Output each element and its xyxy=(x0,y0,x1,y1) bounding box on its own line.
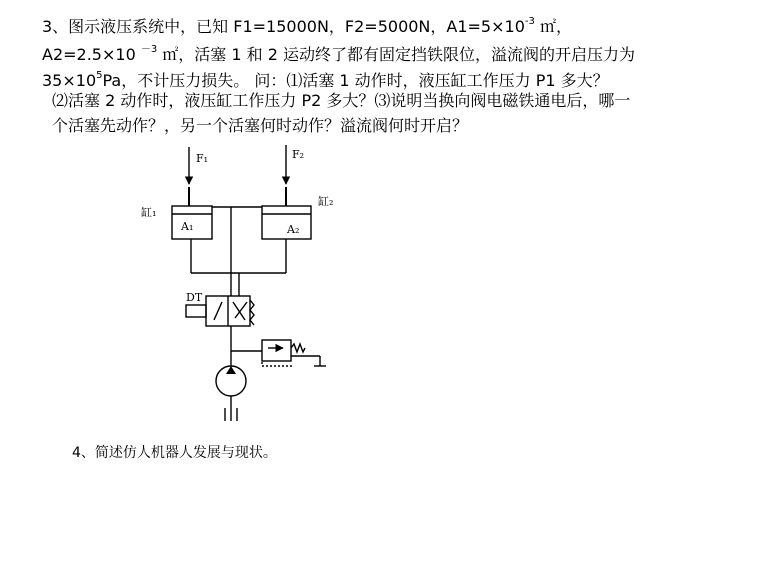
question-4: 4、简述仿人机器人发展与现状。 xyxy=(72,445,277,461)
q3-line-1: 3、图示液压系统中，已知 F1=15000N，F2=5000N，$A1=5\times 10^{-3}$ ㎡， xyxy=(42,16,572,36)
cylinder-2-label: 缸₂ xyxy=(318,195,334,208)
relief-valve xyxy=(262,340,291,361)
q3-line-5: 个活塞先动作？，另一个活塞何时动作？溢流阀何时开启？ xyxy=(52,116,469,135)
force2-label: F₂ xyxy=(292,148,305,161)
force1-label: F₁ xyxy=(196,152,209,165)
cylinder-1-label: 缸₁ xyxy=(141,206,157,219)
area-2-label: A₂ xyxy=(287,223,300,236)
valve-label: DT xyxy=(186,291,203,304)
q3-line-4: ⑵活塞 2 动作时，液压缸工作压力 P2 多大？⑶说明当换向阀电磁铁通电后，哪一 xyxy=(52,91,631,110)
area-1-label: A₁ xyxy=(181,220,194,233)
q3-line-2: A2=2.5×10 $^{-3}$ ㎡，活塞 1 和 2 运动终了都有固定挡铁限位，溢流阀的开启压力为 xyxy=(42,44,635,64)
q3-line-3: $35\times 10^5Pa$，不计压力损失。 问：⑴活塞 1 动作时，液压缸工作压力 P1 多大？ xyxy=(42,70,609,90)
